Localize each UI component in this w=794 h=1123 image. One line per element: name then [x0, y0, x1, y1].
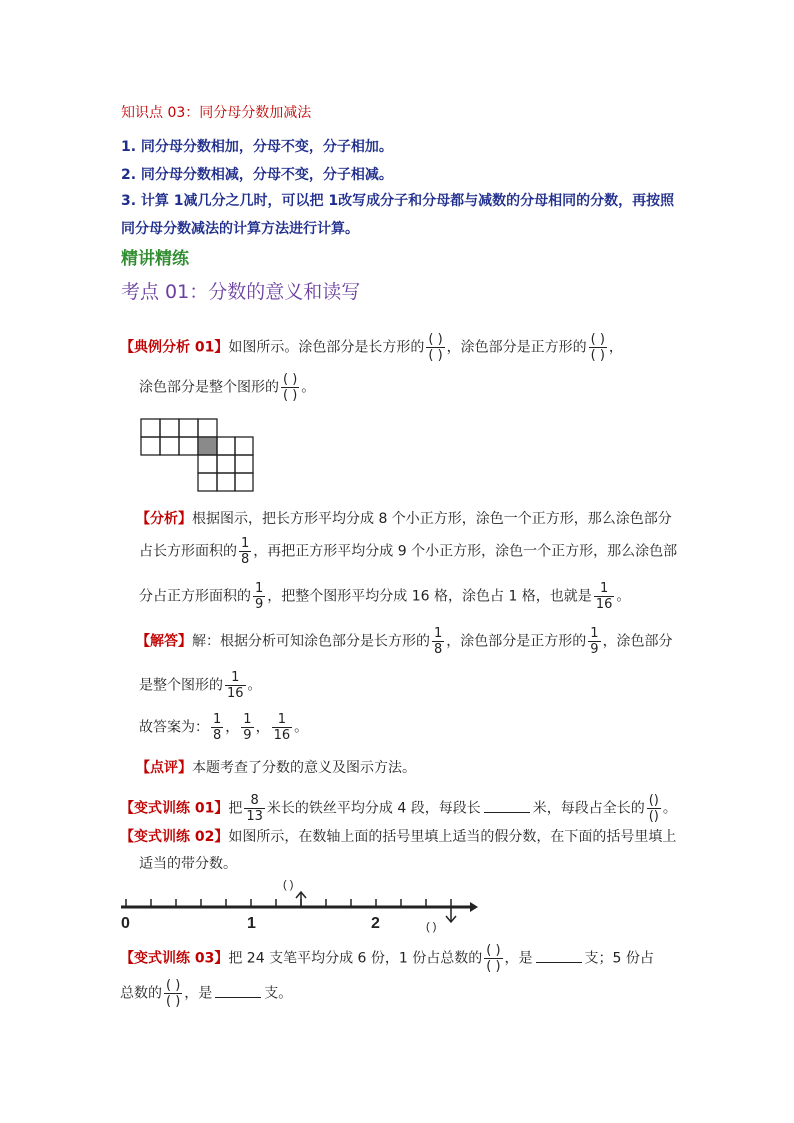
answer-s4: 是整个图形的	[139, 677, 223, 694]
train1-t3: 米，每段占全长的	[532, 800, 645, 817]
analysis-tag: 【分析】	[136, 511, 192, 527]
rule-1: 1. 同分母分数相加，分母不变，分子相加。	[121, 139, 393, 155]
train3-blank-2[interactable]	[215, 984, 261, 998]
final-fraction-1-8: $\frac{1}{8}$	[213, 712, 222, 743]
answer-s3: ，涂色部分	[602, 633, 673, 650]
train3-tag: 【变式训练 03】	[120, 950, 229, 967]
train1-t4: 。	[662, 800, 677, 817]
rule-3: 3. 计算 1减几分之几时，可以把 1改写成分子和分母都与减数的分母相同的分数，再按照	[121, 193, 675, 209]
train1-blank-fraction[interactable]: $\frac{()}{()}$	[648, 793, 659, 824]
example-q1: 如图所示。涂色部分是长方形的	[228, 339, 425, 356]
final-fraction-1-16: $\frac{1}{16}$	[273, 712, 291, 743]
train1-tag: 【变式训练 01】	[120, 800, 229, 817]
train2-t1: 如图所示，在数轴上面的括号里填上适当的假分数，在下面的括号里填上	[228, 829, 677, 845]
fraction-1-9: $\frac{1}{9}$	[255, 581, 264, 612]
example-q5: 。	[301, 379, 316, 396]
section-title: 知识点 03：同分母分数加减法	[121, 105, 312, 121]
topic-title: 考点 01：分数的意义和读写	[121, 281, 361, 303]
train3-t6: 支。	[264, 985, 293, 1002]
train3-blank-1[interactable]	[536, 949, 582, 963]
axis-label-1: 1	[247, 915, 256, 932]
analysis-a3: ，再把正方形平均分成 9 个小正方形，涂色一个正方形，那么涂色部	[253, 543, 678, 560]
axis-label-0: 0	[121, 915, 130, 932]
analysis-a6: 。	[616, 588, 631, 605]
axis-paren-bottom[interactable]: ( )	[426, 921, 437, 933]
train2-tag: 【变式训练 02】	[120, 829, 229, 845]
answer-fraction-1-8: $\frac{1}{8}$	[434, 626, 443, 657]
review-tag: 【点评】	[136, 760, 192, 776]
example-tag: 【典例分析 01】	[120, 339, 229, 356]
train3-blank-fraction-2[interactable]: $\frac{( )}{( )}$	[166, 978, 181, 1009]
train3-t2: ，是	[504, 950, 533, 967]
example-q4: 涂色部分是整个图形的	[139, 379, 279, 396]
fraction-1-16: $\frac{1}{16}$	[595, 581, 613, 612]
analysis-a1: 根据图示，把长方形平均分成 8 个小正方形，涂色一个正方形，那么涂色部分	[192, 511, 672, 527]
blank-fraction-whole[interactable]: $\frac{( )}{( )}$	[283, 372, 298, 403]
train3-t3: 支；5 份占	[584, 950, 654, 967]
final-fraction-1-9: $\frac{1}{9}$	[243, 712, 252, 743]
train3-line2	[120, 978, 292, 1009]
train3-t4: 总数的	[120, 985, 162, 1002]
axis-arrowhead	[470, 902, 478, 912]
final-label: 故答案为：	[139, 719, 209, 736]
train1-t2: 米长的铁丝平均分成 4 段，每段长	[266, 800, 481, 817]
analysis-a4: 分占正方形面积的	[139, 588, 251, 605]
example-q2: ，涂色部分是正方形的	[446, 339, 587, 356]
analysis-a5: ，把整个图形平均分成 16 格，涂色占 1 格，也就是	[267, 588, 592, 605]
train3-t5: ，是	[184, 985, 213, 1002]
answer-s2: ，涂色部分是正方形的	[446, 633, 587, 650]
rule-3-cont: 同分母分数减法的计算方法进行计算。	[121, 221, 359, 237]
answer-tag: 【解答】	[136, 633, 192, 650]
answer-s5: 。	[247, 677, 262, 694]
train3-line1	[120, 943, 654, 974]
example-q3: ，	[608, 339, 623, 356]
train3-blank-fraction-1[interactable]: $\frac{( )}{( )}$	[486, 943, 501, 974]
axis-paren-top[interactable]: ( )	[283, 879, 294, 891]
blank-fraction-square[interactable]: $\frac{( )}{( )}$	[590, 332, 605, 363]
axis-label-2: 2	[371, 915, 380, 932]
answer-fraction-1-9: $\frac{1}{9}$	[590, 626, 599, 657]
answer-fraction-1-16: $\frac{1}{16}$	[227, 670, 244, 701]
train1-t1: 把	[228, 800, 243, 817]
fraction-1-8: $\frac{1}{8}$	[241, 536, 250, 567]
rule-2: 2. 同分母分数相减，分母不变，分子相减。	[121, 167, 393, 183]
review-text: 本题考查了分数的意义及图示方法。	[192, 760, 416, 776]
analysis-a2: 占长方形面积的	[139, 543, 237, 560]
train3-t1: 把 24 支笔平均分成 6 份，1 份占总数的	[228, 950, 483, 967]
fraction-8-13: $\frac{8}{13}$	[246, 793, 263, 824]
blank-fraction-rect[interactable]: $\frac{( )}{( )}$	[428, 332, 443, 363]
answer-s1: 解：根据分析可知涂色部分是长方形的	[192, 633, 430, 650]
banner: 精讲精练	[121, 249, 189, 269]
final-answer: 故答案为： $\frac{1}{8}$ ， $\frac{1}{9}$ ， $\frac{1}{16}$ 。	[139, 712, 309, 743]
train2-line2: 适当的带分数。	[139, 856, 237, 872]
